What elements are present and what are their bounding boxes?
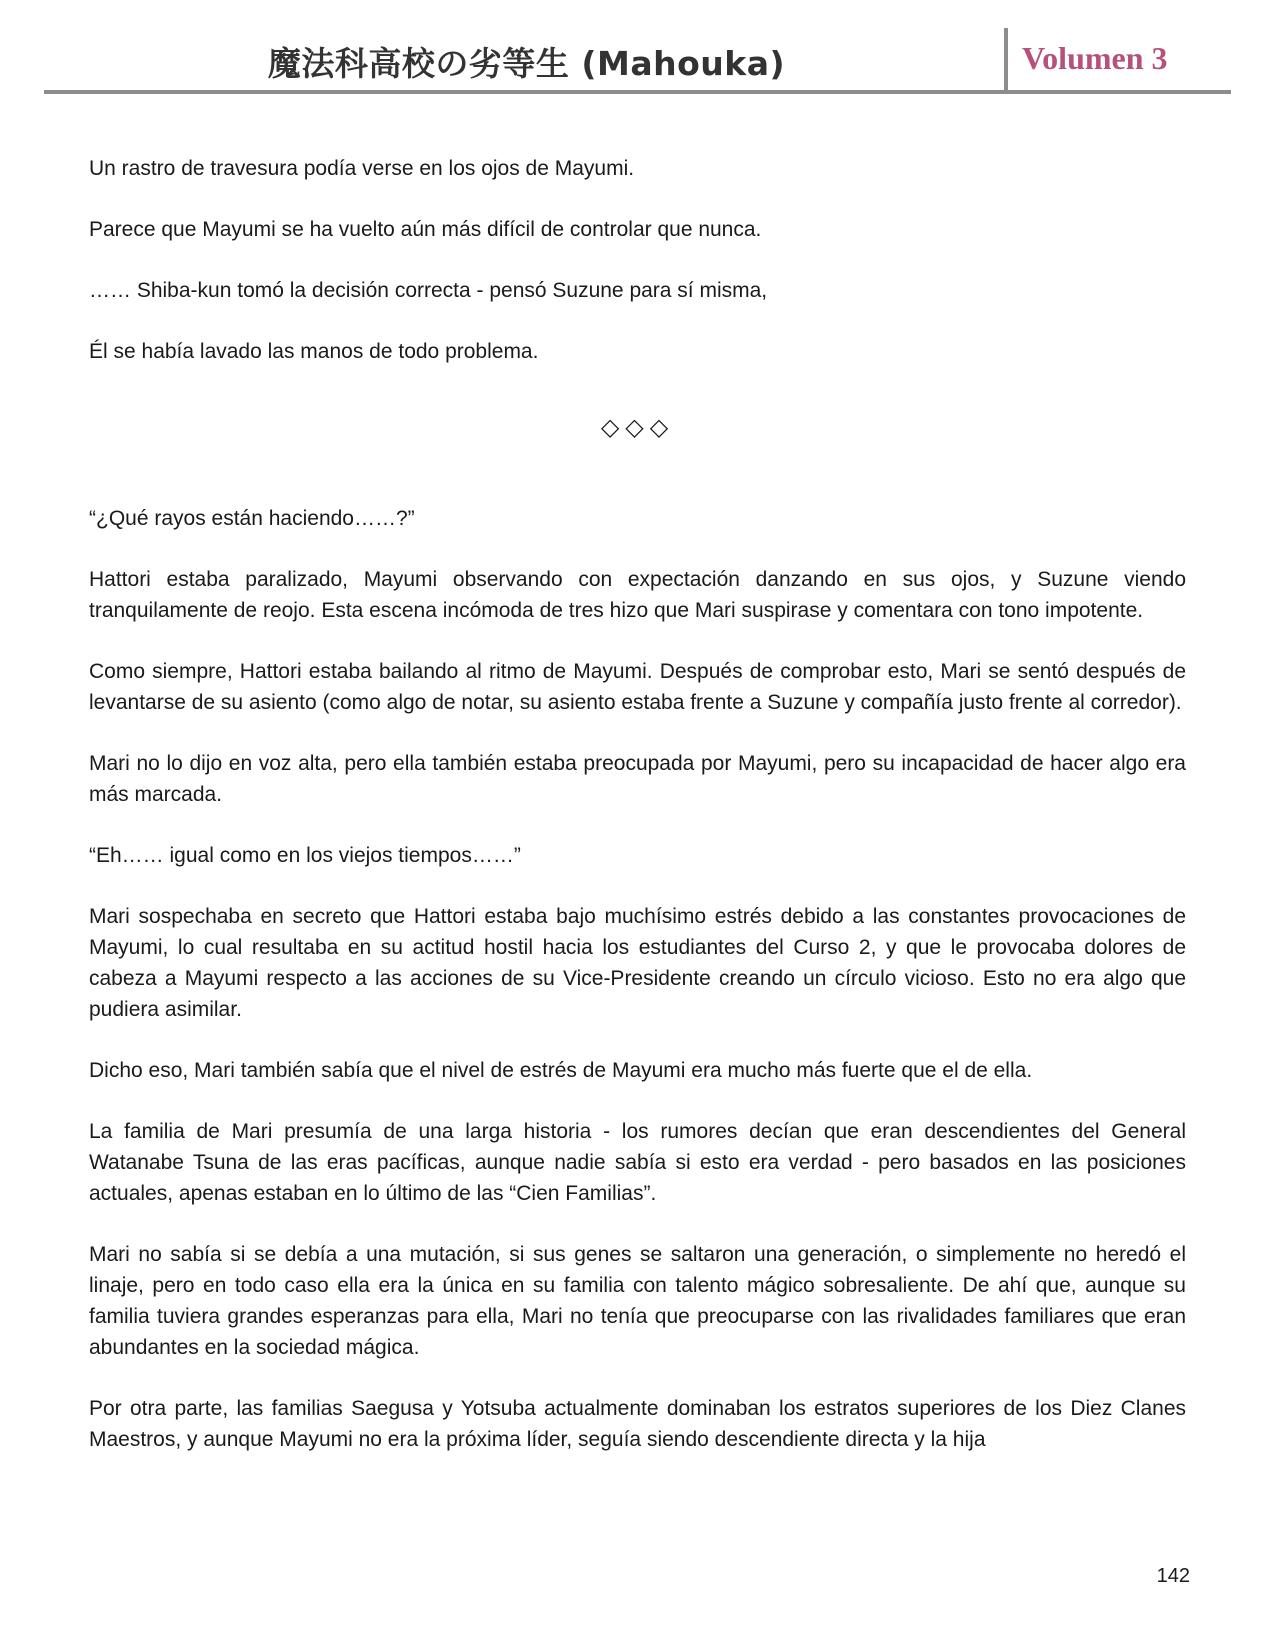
paragraph: Hattori estaba paralizado, Mayumi observando con expectación danzando en sus ojos, y Suzune viendo tranquilamente de reojo. Esta escena incómoda de tres hizo que Mari suspirase y comentara con tono impotente. [89, 568, 1186, 622]
paragraph: Como siempre, Hattori estaba bailando al ritmo de Mayumi. Después de comprobar esto, Mari se sentó después de levantarse de su asiento (como algo de notar, su asiento estaba frente a Suzune y compañía justo frente al corredor). [89, 660, 1186, 714]
header-divider [1004, 28, 1008, 92]
header-rule [44, 90, 1231, 94]
paragraph: Un rastro de travesura podía verse en los ojos de Mayumi. [89, 157, 635, 180]
paragraph: Él se había lavado las manos de todo problema. [89, 340, 539, 363]
page-body [89, 153, 1186, 1485]
paragraph: …… Shiba-kun tomó la decisión correcta - pensó Suzune para sí misma, [89, 279, 768, 302]
paragraph: La familia de Mari presumía de una larga historia - los rumores decían que eran descendientes del General Watanabe Tsuna de las eras pacíficas, aunque nadie sabía si esto era verdad - pero basados en las posiciones actuales, apenas estaban en lo último de las “Cien Familias”. [89, 1120, 1186, 1205]
volume-label: Volumen 3 [1022, 40, 1168, 76]
page-header [44, 28, 1231, 92]
paragraph: Mari no sabía si se debía a una mutación, si sus genes se saltaron una generación, o simplemente no heredó el linaje, pero en todo caso ella era la única en su familia con talento mágico sobresaliente. De ahí que, aunque su familia tuviera grandes esperanzas para ella, Mari no tenía que preocuparse con las rivalidades familiares que eran abundantes en la sociedad mágica. [89, 1243, 1186, 1359]
scene-separator: ◇◇◇ [600, 413, 675, 441]
paragraph: “¿Qué rayos están haciendo……?” [89, 507, 415, 530]
paragraph: Dicho eso, Mari también sabía que el nivel de estrés de Mayumi era mucho más fuerte que el de ella. [89, 1059, 1033, 1082]
book-title: 魔法科高校の劣等生 (Mahouka) [267, 44, 786, 83]
paragraph: “Eh…… igual como en los viejos tiempos……” [89, 844, 521, 867]
paragraph: Mari no lo dijo en voz alta, pero ella también estaba preocupada por Mayumi, pero su incapacidad de hacer algo era más marcada. [89, 752, 1186, 806]
page-number: 142 [1156, 1565, 1190, 1587]
paragraph: Mari sospechaba en secreto que Hattori estaba bajo muchísimo estrés debido a las constantes provocaciones de Mayumi, lo cual resultaba en su actitud hostil hacia los estudiantes del Curso 2, y que le provocaba dolores de cabeza a Mayumi respecto a las acciones de su Vice-Presidente creando un círculo vicioso. Esto no era algo que pudiera asimilar. [89, 905, 1186, 1021]
paragraph: Por otra parte, las familias Saegusa y Yotsuba actualmente dominaban los estratos superiores de los Diez Clanes Maestros, y aunque Mayumi no era la próxima líder, seguía siendo descendiente directa y la hija [89, 1397, 1186, 1451]
paragraph: Parece que Mayumi se ha vuelto aún más difícil de controlar que nunca. [89, 218, 762, 241]
